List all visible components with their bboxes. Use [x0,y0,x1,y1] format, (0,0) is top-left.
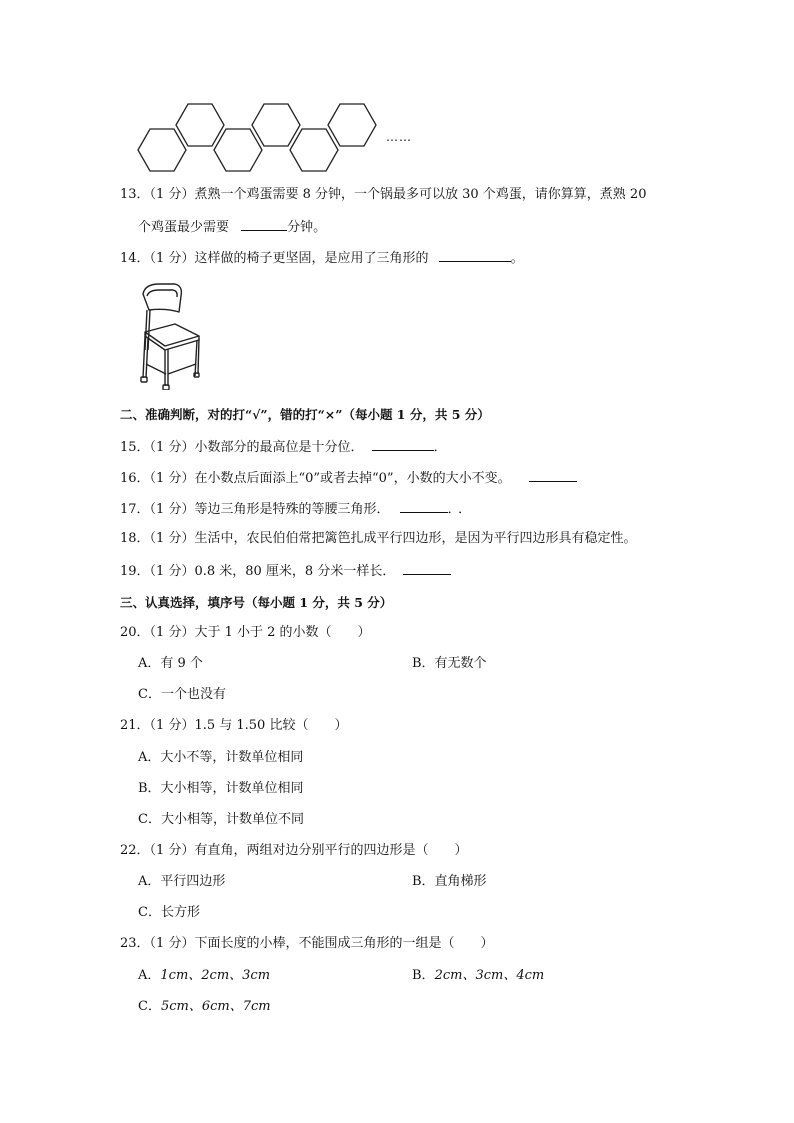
question-22-stem: 22．（1 分）有直角，两组对边分别平行的四边形是（ ） [120,843,468,858]
question-20-option-c[interactable]: C．一个也没有 [138,687,226,702]
question-21-stem: 21．（1 分）1.5 与 1.50 比较（ ） [120,718,348,733]
hexagon-2 [176,104,224,146]
question-13-text-a: 个鸡蛋最少需要 [138,220,230,235]
question-23-option-a[interactable] [138,967,270,985]
hexagon-5 [290,129,338,171]
question-15-text: 15．（1 分）小数部分的最高位是十分位． [120,440,364,455]
question-19-answer-blank[interactable] [403,561,451,575]
hexagon-3 [214,129,262,171]
question-19 [120,561,451,581]
question-13-text-b: 分钟。 [287,220,327,235]
question-16-answer-blank[interactable] [529,468,577,482]
question-13-line1: 13．（1 分）煮熟一个鸡蛋需要 8 分钟，一个锅最多可以放 30 个鸡蛋，请你算算，煮熟 20 [120,187,647,202]
question-23-option-a-label: A． [138,968,161,983]
question-22-option-c[interactable]: C．长方形 [138,905,200,920]
hexagon-4 [252,104,300,146]
question-23-option-b-text: 2cm、3cm、4cm [434,968,545,983]
question-16-text: 16．（1 分）在小数点后面添上“0”或者去掉“0”，小数的大小不变。 [120,471,511,486]
question-21-option-b[interactable]: B．大小相等，计数单位相同 [138,781,304,796]
question-17-end: ．． [447,502,476,517]
question-14-end: 。 [510,251,524,266]
section-2-title: 二、准确判断，对的打“√”，错的打“×”（每小题 1 分，共 5 分） [120,407,490,422]
question-18: 18．（1 分）生活中，农民伯伯常把篱笆扎成平行四边形，是因为平行四边形具有稳定性。 [120,531,637,546]
question-17-answer-blank[interactable] [400,499,448,513]
question-22-option-b[interactable]: B．直角梯形 [412,874,487,889]
question-19-text: 19．（1 分）0.8 米，80 厘米，8 分米一样长． [120,564,396,579]
question-21-option-a[interactable]: A．大小不等，计数单位相同 [138,750,304,765]
question-21-option-c[interactable]: C．大小相等，计数单位不同 [138,812,304,827]
question-15-end: ． [433,440,447,455]
question-15 [120,437,447,457]
hexagon-chain-figure [132,100,422,180]
question-13-answer-blank[interactable] [241,217,287,231]
question-14 [120,248,524,268]
hexagon-ellipsis: …… [386,130,412,144]
question-20-option-a[interactable]: A．有 9 个 [138,656,203,671]
question-14-text: 14．（1 分）这样做的椅子更坚固，是应用了三角形的 [120,251,429,266]
question-23-option-b[interactable] [412,967,544,985]
question-23-option-a-text: 1cm、2cm、3cm [160,968,271,983]
question-23-option-b-label: B． [412,968,435,983]
question-23-option-c-text: 5cm、6cm、7cm [160,999,271,1014]
question-22-option-a[interactable]: A．平行四边形 [138,874,226,889]
question-16 [120,468,577,488]
question-23-option-c-label: C． [138,999,161,1014]
question-23-stem: 23．（1 分）下面长度的小棒，不能围成三角形的一组是（ ） [120,936,494,951]
question-15-answer-blank[interactable] [372,437,434,451]
question-20-stem: 20．（1 分）大于 1 小于 2 的小数（ ） [120,625,371,640]
question-17-text: 17．（1 分）等边三角形是特殊的等腰三角形． [120,502,390,517]
section-3-title: 三、认真选择，填序号（每小题 1 分，共 5 分） [120,595,393,610]
question-20-option-b[interactable]: B．有无数个 [412,656,487,671]
hexagon-1 [138,129,186,171]
chair-figure [135,282,205,390]
question-17 [120,499,475,519]
question-14-answer-blank[interactable] [439,248,511,262]
question-23-option-c[interactable] [138,998,271,1016]
hexagon-6 [328,104,376,146]
question-13-line2 [138,217,326,237]
